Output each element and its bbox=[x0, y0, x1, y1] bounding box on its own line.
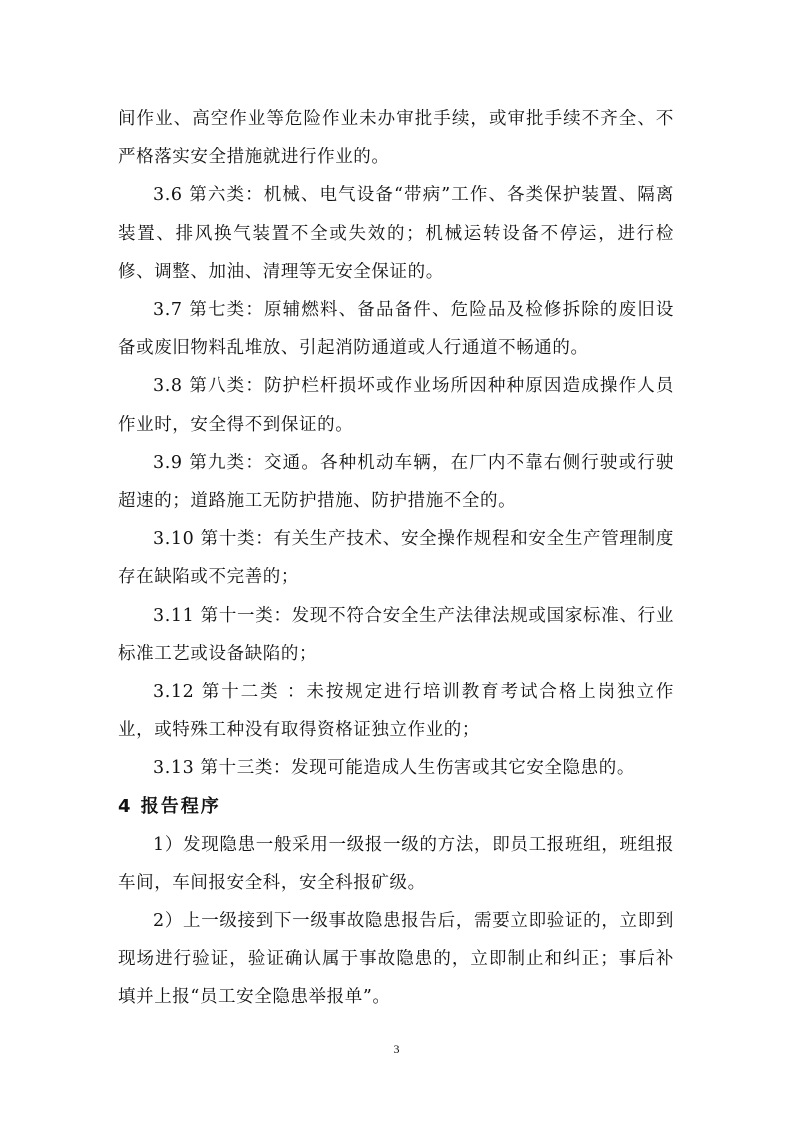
paragraph-3-9: 3.9 第九类：交通。各种机动车辆，在厂内不靠右侧行驶或行驶超速的；道路施工无防护措施、防护措施不全的。 bbox=[118, 452, 674, 512]
page-content bbox=[118, 100, 674, 1017]
paragraph-3-7: 3.7 第七类：原辅燃料、备品备件、危险品及检修拆除的废旧设备或废旧物料乱堆放、引起消防通道或人行通道不畅通的。 bbox=[118, 300, 674, 359]
paragraph-3-13: 3.13 第十三类：发现可能造成人生伤害或其它安全隐患的。 bbox=[153, 758, 635, 779]
paragraph-report-2: 2）上一级接到下一级事故隐患报告后，需要立即验证的，立即到现场进行验证，验证确认属于事故隐患的，立即制止和纠正；事后补填并上报“员工安全隐患举报单”。 bbox=[118, 911, 674, 1008]
paragraph-3-8: 3.8 第八类：防护栏杆损坏或作业场所因种种原因造成操作人员作业时，安全得不到保证的。 bbox=[118, 376, 674, 435]
paragraph-3-10: 3.10 第十类：有关生产技术、安全操作规程和安全生产管理制度存在缺陷或不完善的； bbox=[118, 529, 674, 588]
section-heading-report-procedure: 4 报告程序 bbox=[118, 795, 221, 817]
paragraph-continuation: 间作业、高空作业等危险作业未办审批手续，或审批手续不齐全、不严格落实安全措施就进行作业的。 bbox=[118, 109, 674, 168]
page-number: 3 bbox=[393, 1042, 400, 1056]
paragraph-3-11: 3.11 第十一类：发现不符合安全生产法律法规或国家标准、行业标准工艺或设备缺陷的； bbox=[118, 605, 674, 664]
paragraph-report-1: 1）发现隐患一般采用一级报一级的方法，即员工报班组，班组报车间，车间报安全科，安全科报矿级。 bbox=[118, 834, 674, 893]
paragraph-3-6: 3.6 第六类：机械、电气设备“带病”工作、各类保护装置、隔离装置、排风换气装置不全或失效的；机械运转设备不停运，进行检修、调整、加油、清理等无安全保证的。 bbox=[118, 185, 674, 282]
paragraph-3-12: 3.12 第十二类 ：未按规定进行培训教育考试合格上岗独立作业，或特殊工种没有取得资格证独立作业的； bbox=[118, 682, 674, 741]
